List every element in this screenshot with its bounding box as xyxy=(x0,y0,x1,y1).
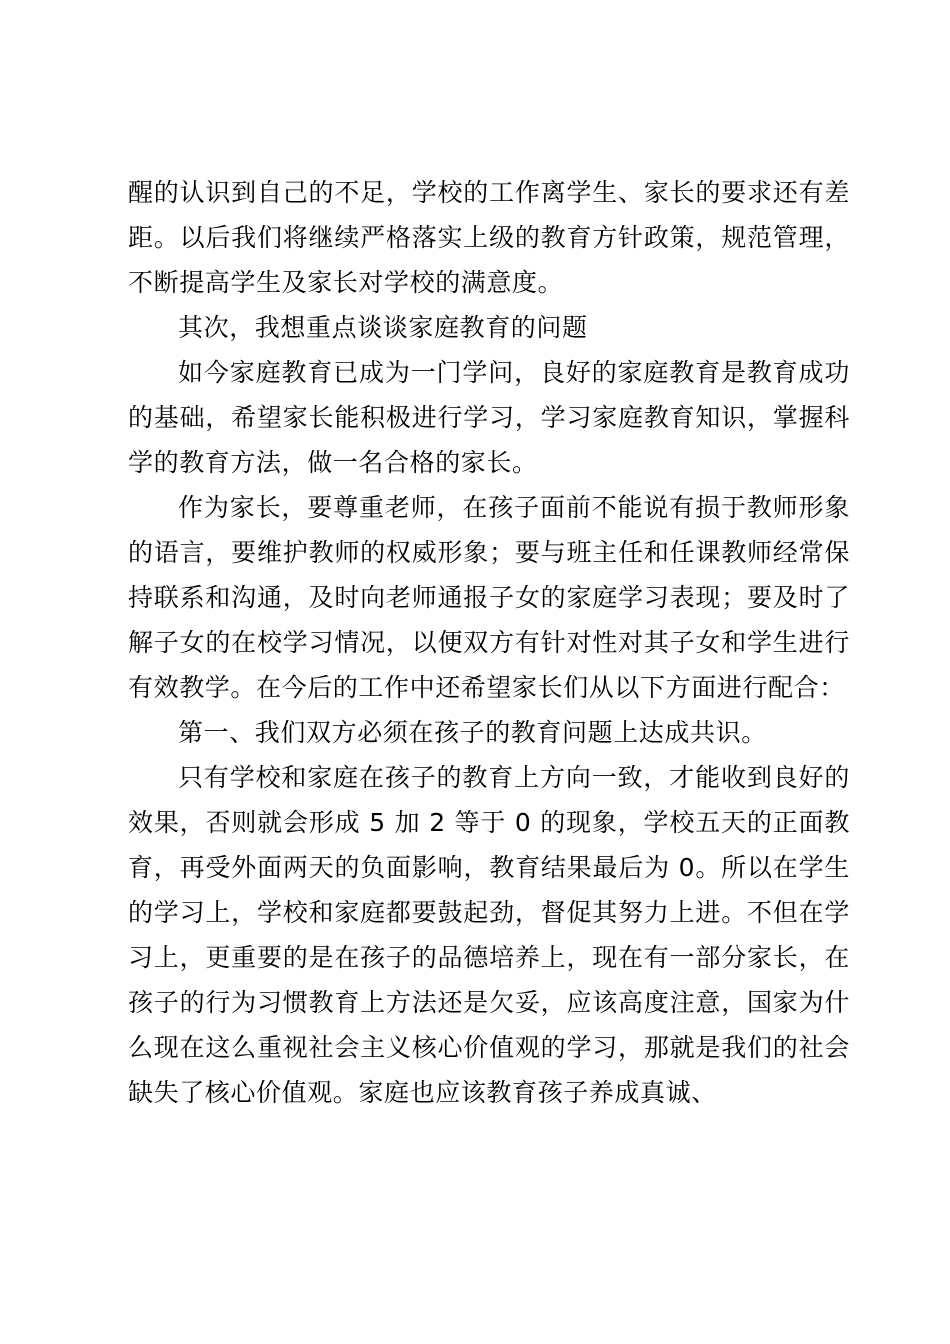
document-body xyxy=(128,170,850,1115)
paragraph: 作为家长，要尊重老师，在孩子面前不能说有损于教师形象的语言，要维护教师的权威形象；要与班主任和任课教师经常保持联系和沟通，及时向老师通报子女的家庭学习表现；要及时了解子女的在校学习情况，以便双方有针对性对其子女和学生进行有效教学。在今后的工作中还希望家长们从以下方面进行配合： xyxy=(128,493,850,702)
paragraph-point-heading: 第一、我们双方必须在孩子的教育问题上达成共识。 xyxy=(178,718,767,747)
paragraph-section-heading: 其次，我想重点谈谈家庭教育的问题 xyxy=(178,313,588,342)
paragraph: 只有学校和家庭在孩子的教育上方向一致，才能收到良好的效果，否则就会形成 5 加 2 等于 0 的现象，学校五天的正面教育，再受外面两天的负面影响，教育结果最后为 0。所以在学生的学习上，学校和家庭都要鼓起劲，督促其努力上进。不但在学习上，更重要的是在孩子的品德培养上，现在有一部分家长，在孩子的行为习惯教育上方法还是欠妥，应该高度注意，国家为什么现在这么重视社会主义核心价值观的学习，那就是我们的社会缺失了核心价值观。家庭也应该教育孩子养成真诚、 xyxy=(128,763,850,1107)
paragraph: 如今家庭教育已成为一门学问，良好的家庭教育是教育成功的基础，希望家长能积极进行学习，学习家庭教育知识，掌握科学的教育方法，做一名合格的家长。 xyxy=(128,358,850,477)
paragraph-continuation: 醒的认识到自己的不足，学校的工作离学生、家长的要求还有差距。以后我们将继续严格落实上级的教育方针政策，规范管理，不断提高学生及家长对学校的满意度。 xyxy=(128,178,850,297)
